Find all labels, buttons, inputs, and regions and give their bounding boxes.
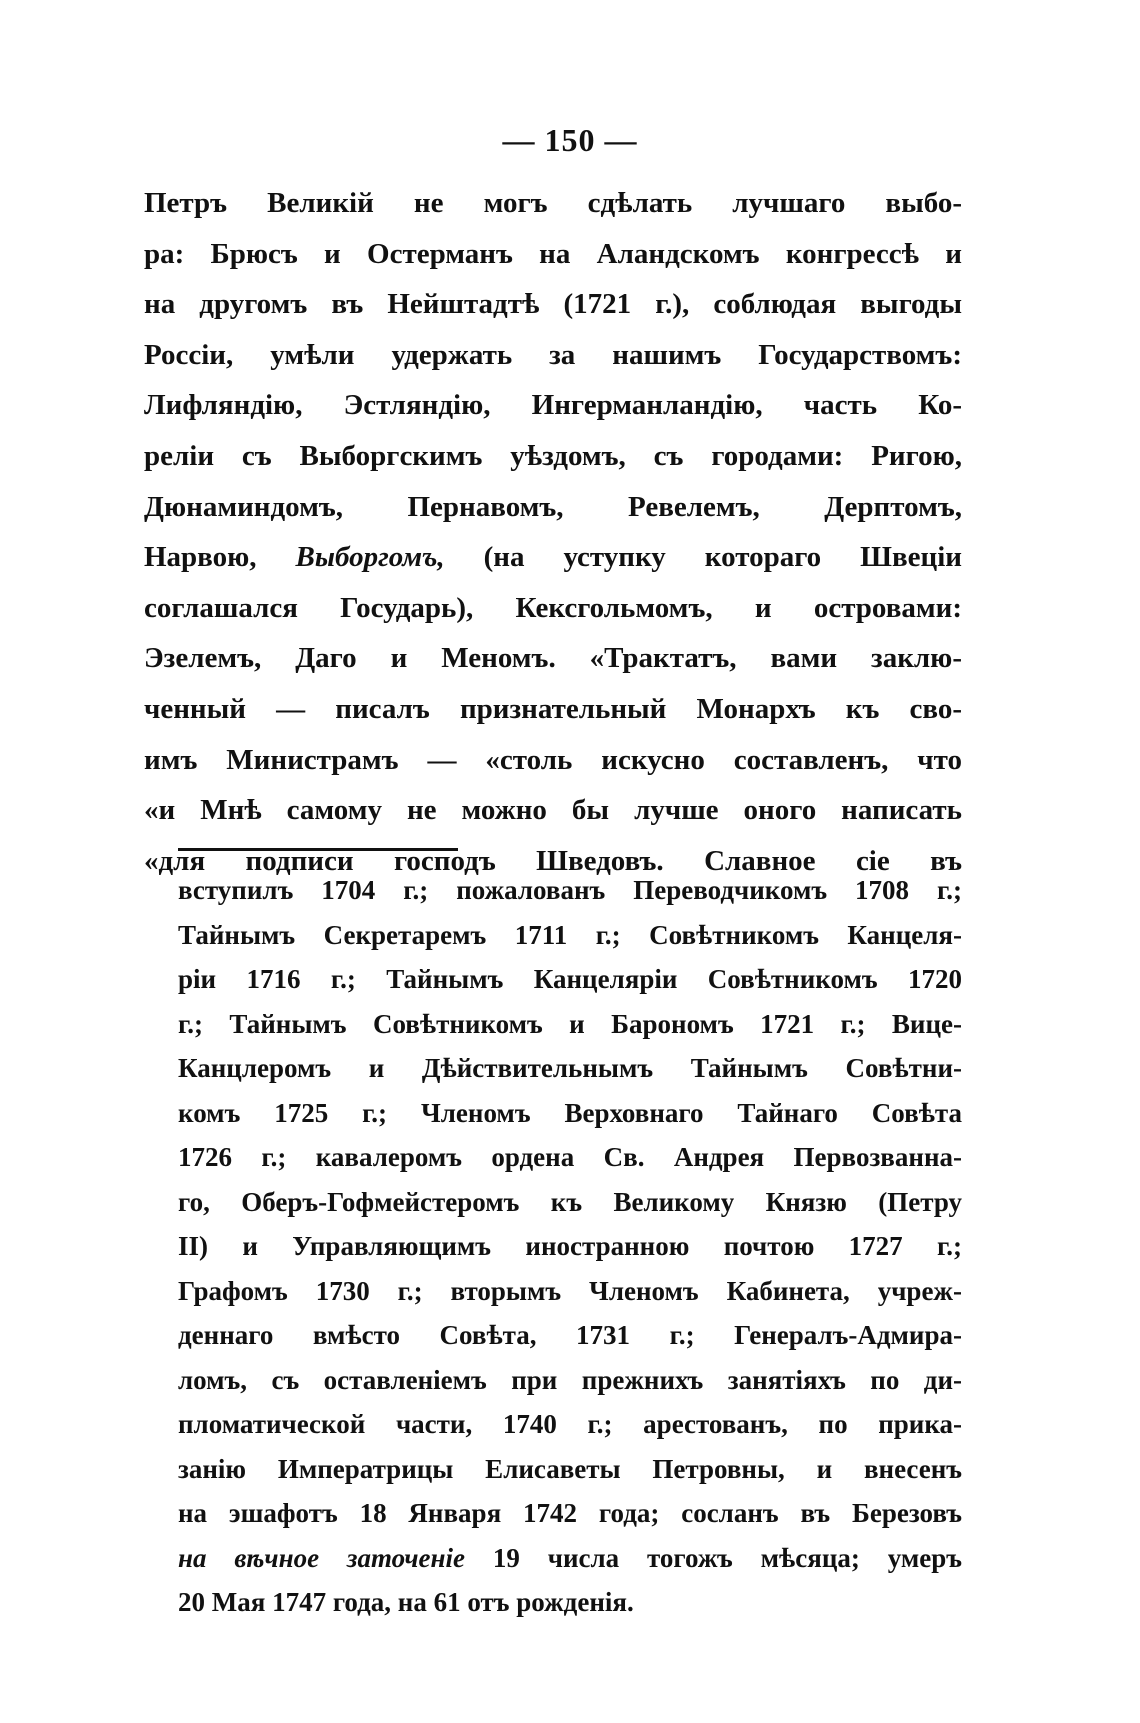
footnote-line: вступилъ 1704 г.; пожалованъ Переводчикомъ 1708 г.; — [178, 875, 962, 905]
text-line — [144, 532, 962, 583]
text-line: Эзелемъ, Даго и Меномъ. «Трактатъ, вами заклю- — [144, 642, 962, 675]
footnote-line: Канцлеромъ и Дѣйствительнымъ Тайнымъ Совѣтни- — [178, 1053, 962, 1083]
footnote-line: деннаго вмѣсто Совѣта, 1731 г.; Генералъ-Адмира- — [178, 1320, 962, 1350]
footnote-line: на эшафотъ 18 Января 1742 года; сосланъ въ Березовъ — [178, 1498, 962, 1528]
footnote-line: ломъ, съ оставленіемъ при прежнихъ занятіяхъ по ди- — [178, 1364, 962, 1395]
text-line: имъ Министрамъ — «столь искусно составленъ, что — [144, 743, 962, 776]
footnote-divider — [178, 848, 458, 851]
footnote-line: II) и Управляющимъ иностранною почтою 1727 г.; — [178, 1231, 962, 1261]
text-line: соглашался Государь), Кексгольмомъ, и островами: — [144, 591, 962, 624]
footnote-line: 20 Мая 1747 года, на 61 отъ рожденія. — [178, 1587, 634, 1617]
text-line: ра: Брюсъ и Остерманъ на Аландскомъ конгрессѣ и — [144, 237, 962, 270]
footnote-line: занію Императрицы Елисаветы Петровны, и внесенъ — [178, 1453, 962, 1484]
text-line: «для подписи господъ Шведовъ. Славное сіе въ — [144, 844, 962, 877]
footnote-line: ріи 1716 г.; Тайнымъ Канцеляріи Совѣтникомъ 1720 — [178, 964, 962, 994]
footnote-line: 1726 г.; кавалеромъ ордена Св. Андрея Первозванна- — [178, 1142, 962, 1172]
footnote-line — [178, 1536, 962, 1581]
text-line: Россіи, умѣли удержать за нашимъ Государствомъ: — [144, 338, 962, 371]
footnote-line: го, Оберъ-Гофмейстеромъ къ Великому Князю (Петру — [178, 1186, 962, 1217]
footnote-line: комъ 1725 г.; Членомъ Верховнаго Тайнаго Совѣта — [178, 1097, 962, 1128]
text-line: Лифляндію, Эстляндію, Ингерманландію, часть Ко- — [144, 389, 962, 422]
footnote — [178, 868, 962, 1625]
text-line: Дюнаминдомъ, Пернавомъ, Ревелемъ, Дерптомъ, — [144, 490, 962, 523]
footnote-line: Тайнымъ Секретаремъ 1711 г.; Совѣтникомъ Канцеля- — [178, 919, 962, 950]
page-number: — 150 — — [502, 122, 638, 158]
text-segment: Нарвою, — [144, 541, 257, 574]
footnote-line: пломатической части, 1740 г.; арестованъ, по прика- — [178, 1409, 962, 1439]
text-line: Петръ Великій не могъ сдѣлать лучшаго выбо- — [144, 187, 962, 219]
italic-segment: Выборгомъ, — [295, 541, 445, 574]
text-line: ченный — писалъ признательный Монархъ къ сво- — [144, 692, 962, 725]
main-text — [144, 178, 962, 886]
text-segment: (на уступку котораго Швеціи — [483, 541, 962, 574]
text-line: реліи съ Выборгскимъ уѣздомъ, съ городами: Ригою, — [144, 439, 962, 472]
footnote-line: Графомъ 1730 г.; вторымъ Членомъ Кабинета, учреж- — [178, 1275, 962, 1306]
text-segment: 19 числа тогожъ мѣсяца; умеръ — [492, 1542, 963, 1573]
italic-segment: на вѣчное заточеніе — [178, 1542, 466, 1573]
text-line: «и Мнѣ самому не можно бы лучше оного написать — [144, 794, 962, 827]
footnote-line: г.; Тайнымъ Совѣтникомъ и Барономъ 1721 г.; Вице- — [178, 1008, 962, 1039]
text-line: на другомъ въ Нейштадтѣ (1721 г.), соблюдая выгоды — [144, 288, 962, 321]
